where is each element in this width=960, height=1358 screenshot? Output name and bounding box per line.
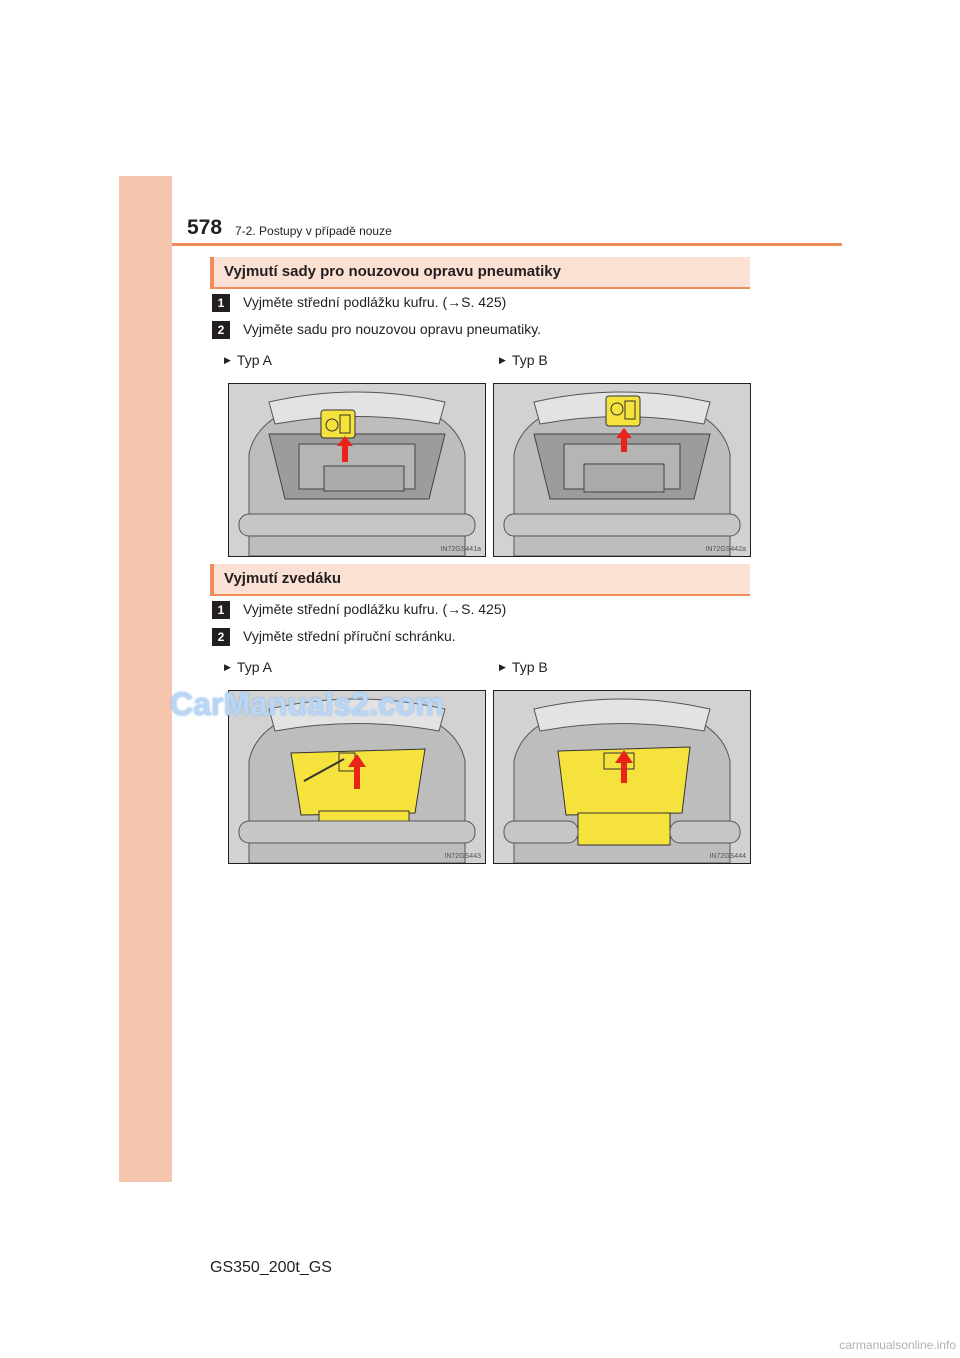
step-text: Vyjměte sadu pro nouzovou opravu pneumatiky. bbox=[243, 321, 542, 337]
figure-code: IN72GS441a bbox=[440, 546, 481, 553]
step-text: Vyjměte střední podlážku kufru. (→S. 425) bbox=[243, 294, 507, 310]
page-number: 578 bbox=[187, 216, 223, 239]
illustration-repair-kit-type-a bbox=[228, 383, 486, 557]
section-title: Vyjmutí zvedáku bbox=[224, 570, 341, 587]
type-a-label: ▶ Typ A bbox=[224, 352, 272, 368]
step-number: 2 bbox=[212, 628, 230, 646]
watermark-overlay: CarManuals2.com bbox=[170, 686, 444, 722]
step-number: 1 bbox=[212, 601, 230, 619]
step-number: 2 bbox=[212, 321, 230, 339]
step-text: Vyjměte střední podlážku kufru. (→S. 425) bbox=[243, 601, 507, 617]
illustration-jack-type-b bbox=[493, 690, 751, 864]
header-rule bbox=[172, 243, 842, 246]
section-heading-bar bbox=[210, 257, 214, 287]
step-text: Vyjměte střední příruční schránku. bbox=[243, 628, 456, 644]
type-a-label: ▶ Typ A bbox=[224, 659, 272, 675]
step-number: 1 bbox=[212, 294, 230, 312]
illustration-repair-kit-type-b bbox=[493, 383, 751, 557]
triangle-bullet-icon: ▶ bbox=[499, 355, 506, 365]
figure-code: IN72GS443 bbox=[444, 853, 481, 860]
type-b-label: ▶ Typ B bbox=[499, 659, 548, 675]
section-title: Vyjmutí sady pro nouzovou opravu pneumatiky bbox=[224, 263, 561, 280]
triangle-bullet-icon: ▶ bbox=[224, 355, 231, 365]
triangle-bullet-icon: ▶ bbox=[224, 662, 231, 672]
section-heading-bar bbox=[210, 564, 214, 594]
type-b-label: ▶ Typ B bbox=[499, 352, 548, 368]
footer-model: GS350_200t_GS bbox=[210, 1259, 332, 1276]
chapter-sidebar-tab bbox=[119, 176, 172, 1182]
chapter-title: 7-2. Postupy v případě nouze bbox=[235, 224, 392, 238]
figure-code: IN72GS442a bbox=[705, 546, 746, 553]
section-heading-jack bbox=[210, 564, 750, 596]
triangle-bullet-icon: ▶ bbox=[499, 662, 506, 672]
figure-code: IN72GS444 bbox=[709, 853, 746, 860]
watermark-site: carmanualsonline.info bbox=[839, 1338, 956, 1352]
section-heading-repair-kit bbox=[210, 257, 750, 289]
